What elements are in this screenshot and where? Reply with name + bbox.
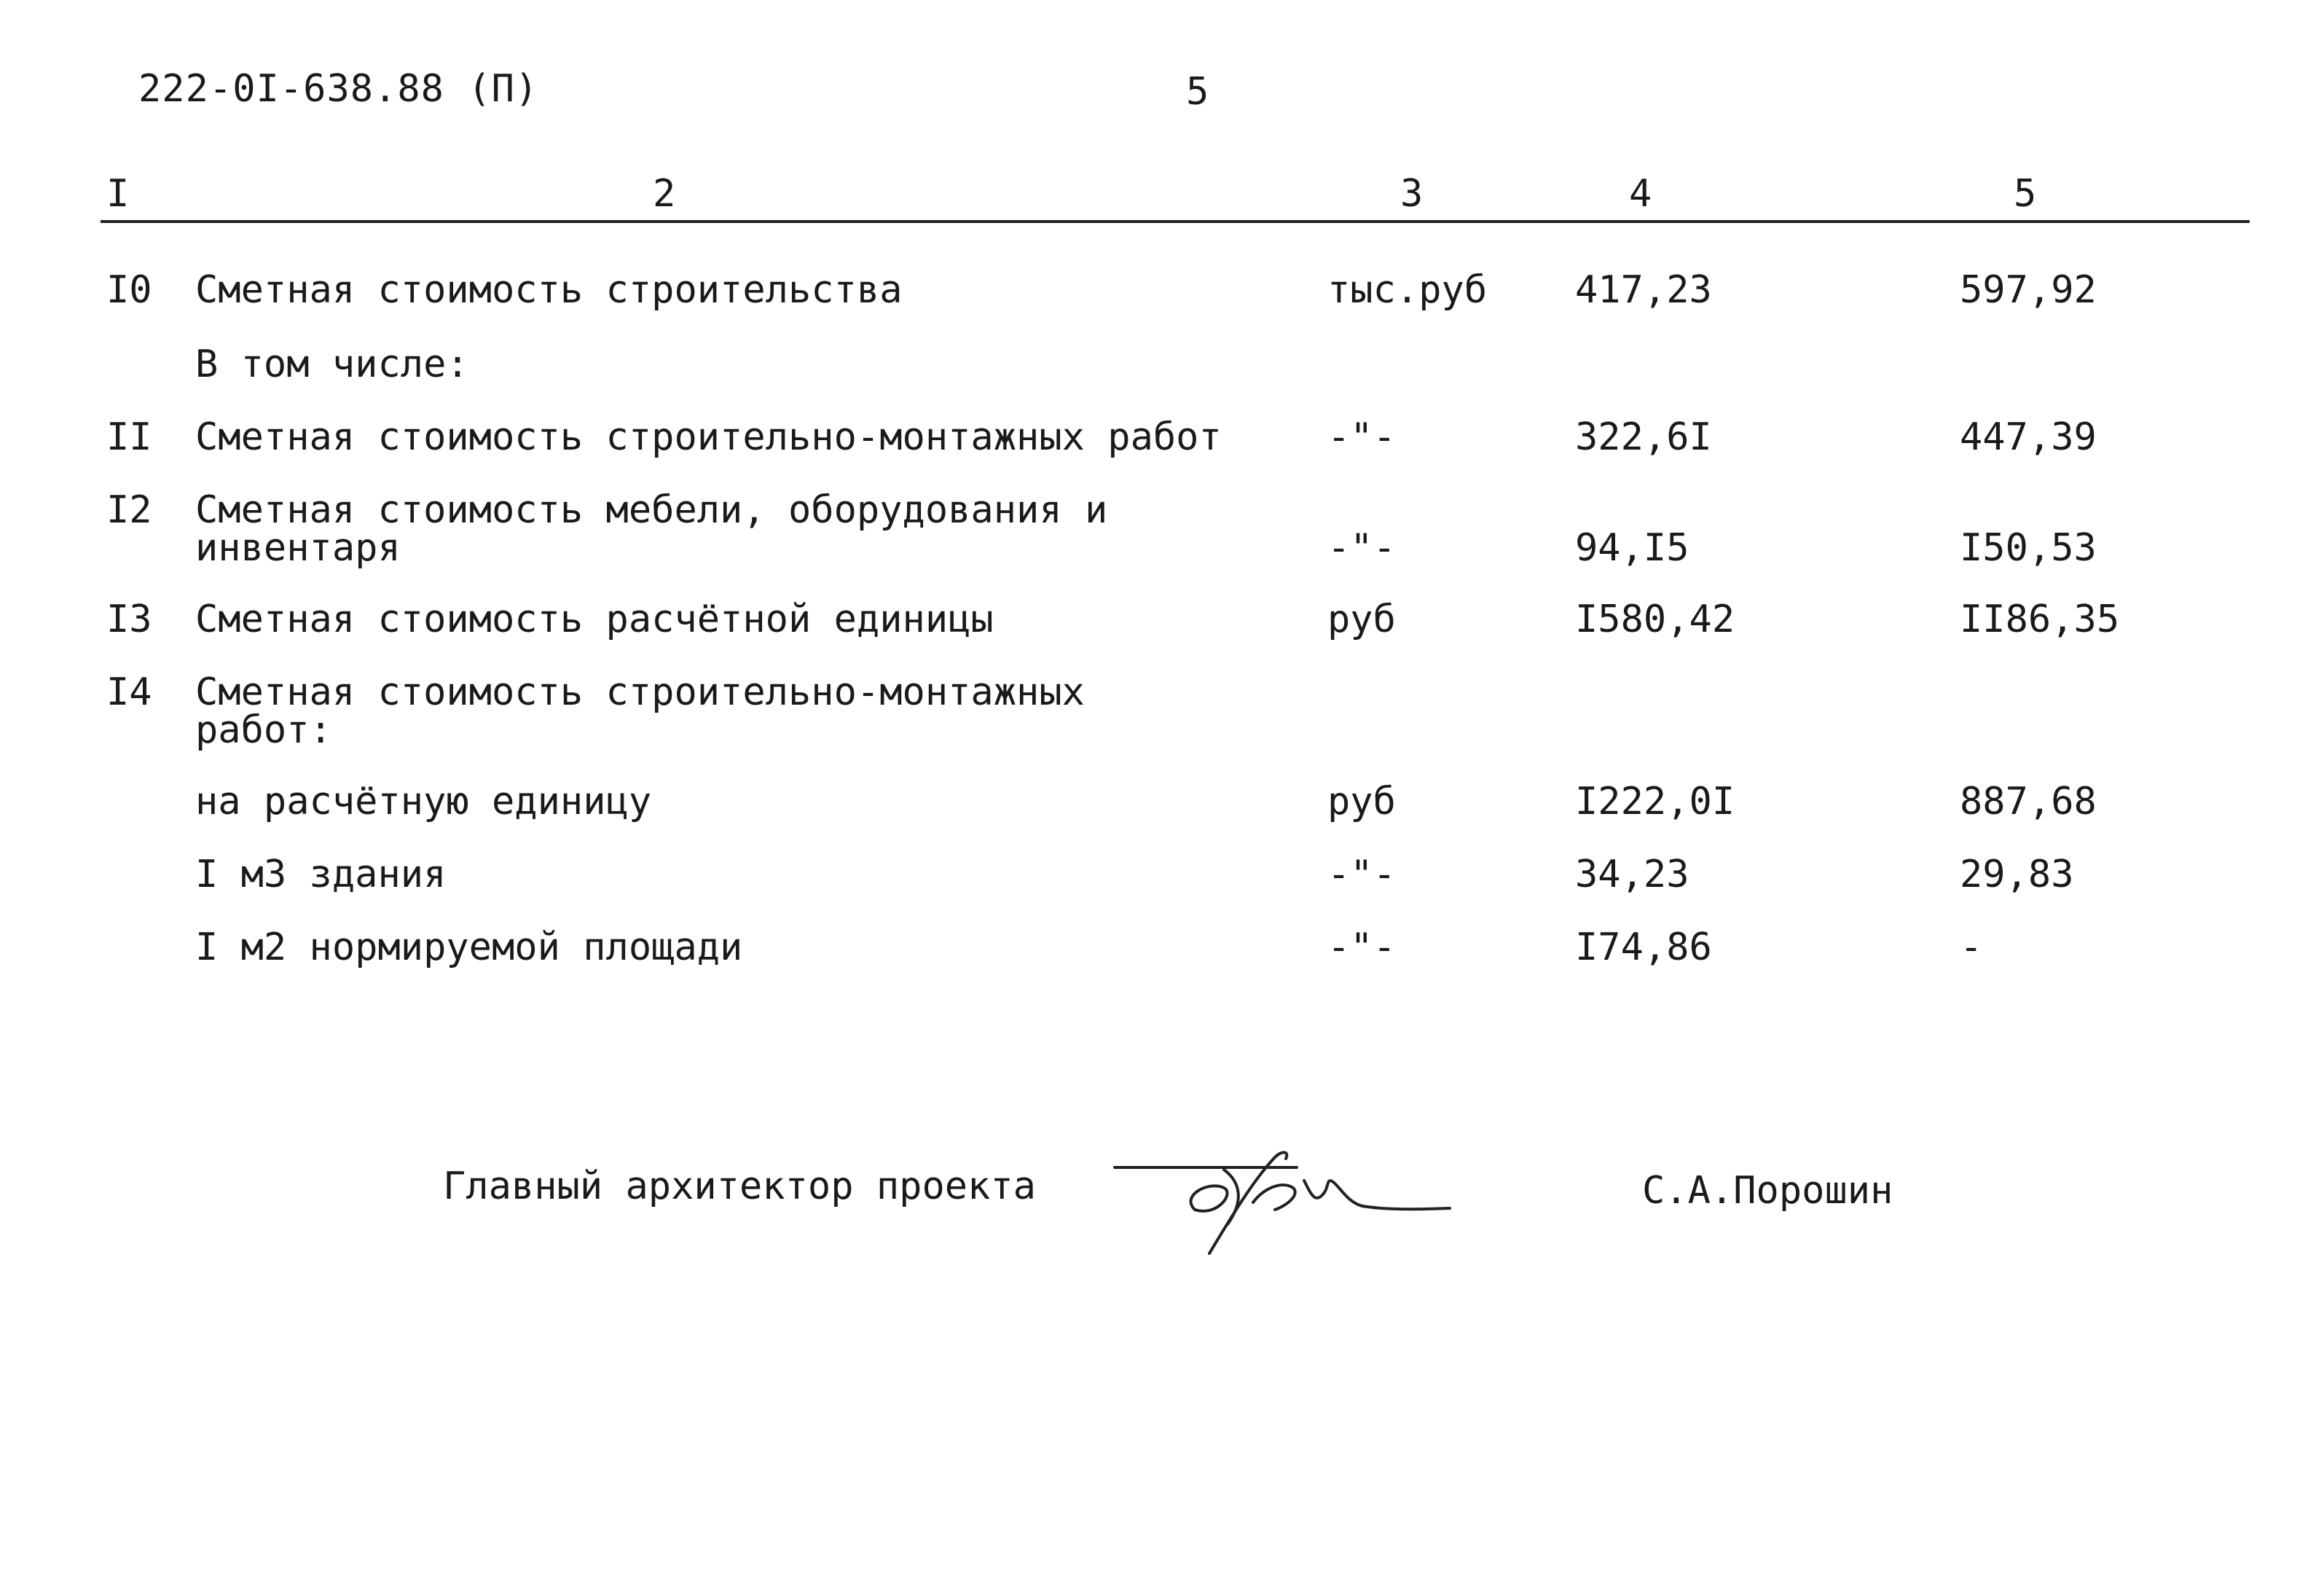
row-name: I м2 нормируемой площади	[195, 925, 743, 969]
signatory-name: С.А.Порошин	[1642, 1169, 1893, 1213]
row-value-col5: I50,53	[1960, 526, 2097, 570]
row-name: Сметная стоимость строительства	[195, 268, 903, 312]
row-unit: -"-	[1327, 853, 1396, 896]
column-header-2: 2	[653, 172, 676, 216]
row-name: Сметная стоимость строительно-монтажных работ	[195, 415, 1222, 459]
column-header-1: I	[106, 172, 130, 216]
row-name-continuation: инвентаря	[195, 526, 401, 570]
row-value-col5: 597,92	[1960, 268, 2097, 312]
row-name: Сметная стоимость строительно-монтажных	[195, 670, 1085, 714]
row-number: I2	[106, 488, 152, 532]
row-value-col4: I580,42	[1575, 598, 1735, 641]
column-header-3: 3	[1400, 172, 1424, 216]
row-name: В том числе:	[195, 343, 469, 386]
row-unit: руб	[1327, 780, 1396, 823]
row-value-col5: 447,39	[1960, 415, 2097, 459]
row-name-continuation: работ:	[195, 708, 332, 752]
row-value-col5: II86,35	[1960, 598, 2120, 641]
row-number: I0	[106, 268, 152, 312]
column-header-5: 5	[2014, 172, 2037, 216]
row-value-col5: -	[1960, 925, 1983, 969]
row-number: I3	[106, 598, 152, 641]
row-name: Сметная стоимость мебели, оборудования и	[195, 488, 1108, 532]
row-value-col4: 417,23	[1575, 268, 1712, 312]
row-unit: -"-	[1327, 526, 1396, 570]
handwritten-signature	[1107, 1137, 1472, 1261]
row-value-col5: 29,83	[1960, 853, 2074, 896]
row-unit: руб	[1327, 598, 1396, 641]
row-unit: -"-	[1327, 415, 1396, 459]
header-rule	[101, 220, 2250, 223]
row-value-col4: 94,I5	[1575, 526, 1689, 570]
document-code: 222-0I-638.88 (П)	[138, 67, 539, 111]
row-unit: -"-	[1327, 925, 1396, 969]
row-value-col4: I74,86	[1575, 925, 1712, 969]
row-number: II	[106, 415, 152, 459]
row-unit: тыс.руб	[1327, 268, 1488, 312]
signatory-title: Главный архитектор проекта	[443, 1165, 1036, 1208]
row-value-col4: 34,23	[1575, 853, 1689, 896]
row-name: на расчётную единицу	[195, 780, 652, 823]
row-name: I м3 здания	[195, 853, 447, 896]
column-header-4: 4	[1629, 172, 1652, 216]
row-value-col4: I222,0I	[1575, 780, 1735, 823]
row-number: I4	[106, 670, 152, 714]
row-value-col4: 322,6I	[1575, 415, 1712, 459]
page-number: 5	[1186, 70, 1209, 114]
row-value-col5: 887,68	[1960, 780, 2097, 823]
row-name: Сметная стоимость расчётной единицы	[195, 598, 994, 641]
